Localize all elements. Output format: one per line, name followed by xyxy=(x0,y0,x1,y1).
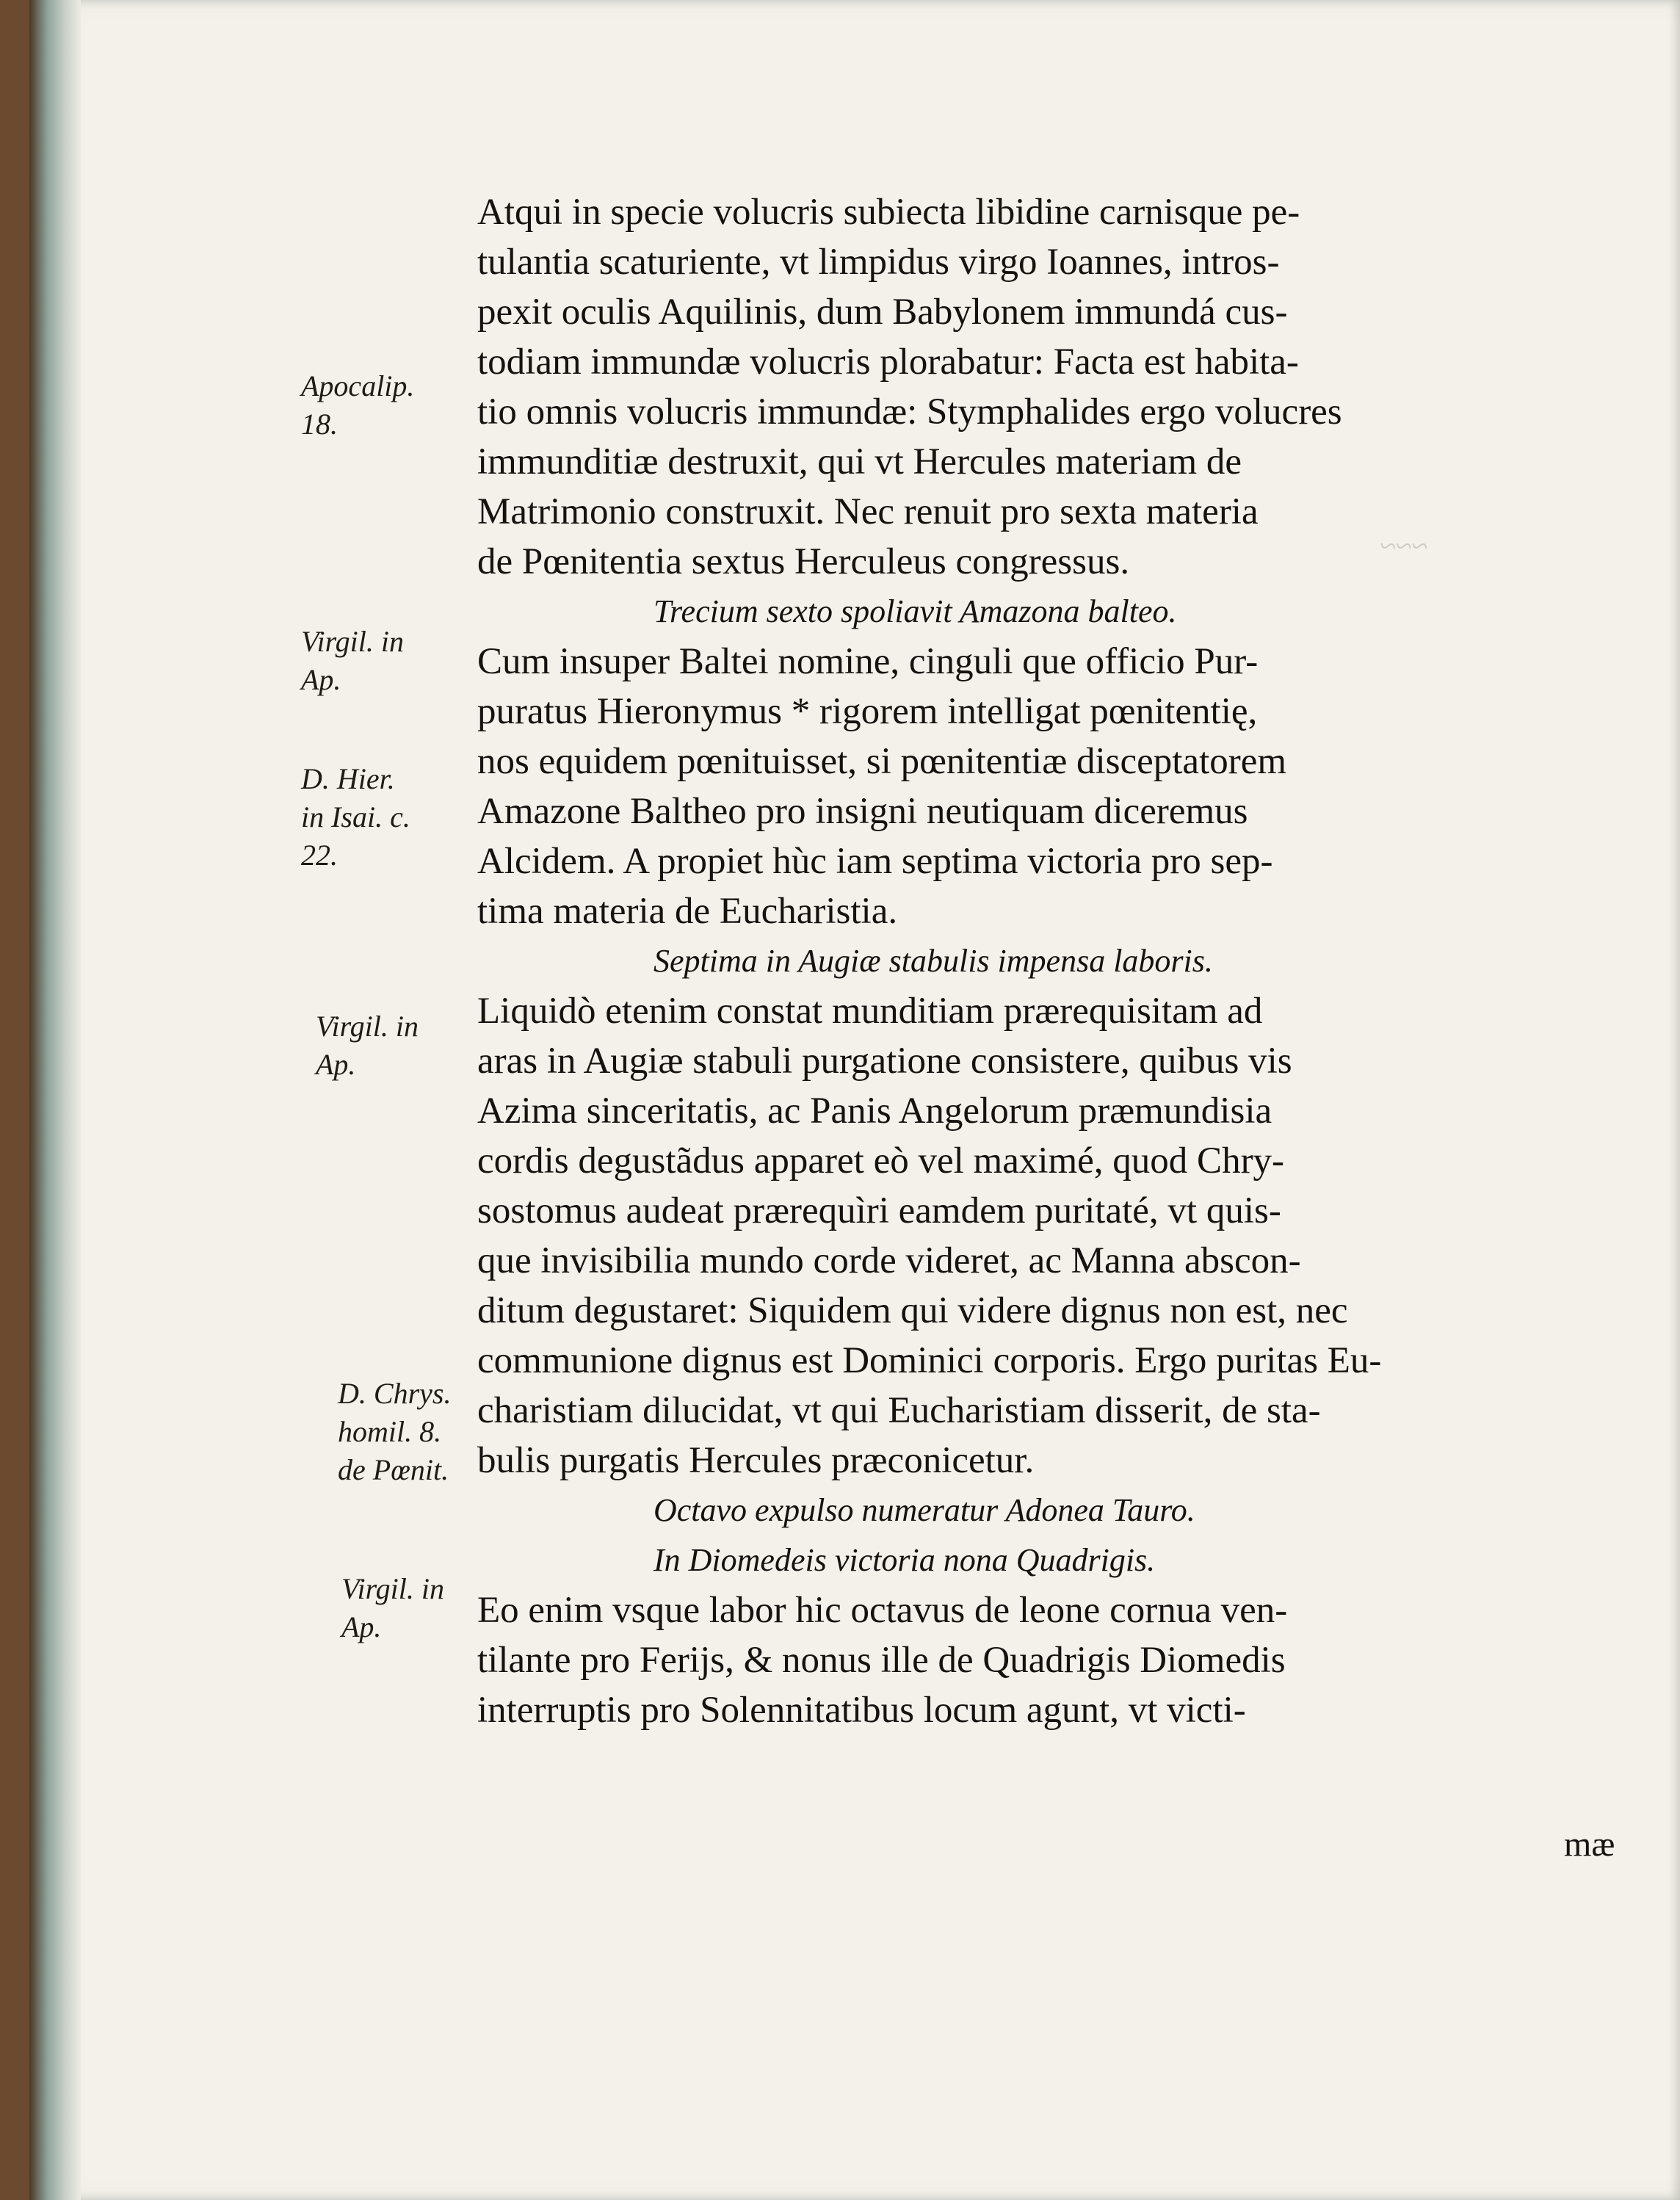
marginal-note xyxy=(338,1375,529,1489)
text-line: charistiam dilucidat, vt qui Eucharistiam disserit, de sta- xyxy=(477,1390,1321,1431)
text-line: tulantia scaturiente, vt limpidus virgo Ioannes, intros- xyxy=(477,242,1280,283)
marginal-line: Virgil. in xyxy=(301,625,404,658)
text-line: todiam immundæ volucris plorabatur: Facta est habita- xyxy=(477,341,1299,383)
marginal-note xyxy=(301,760,492,875)
text-line: ditum degustaret: Siquidem qui videre dignus non est, nec xyxy=(477,1290,1348,1331)
text-line: aras in Augiæ stabuli purgatione consistere, quibus vis xyxy=(477,1041,1292,1082)
text-line: Cum insuper Baltei nomine, cinguli que officio Pur- xyxy=(477,641,1259,682)
verse-heading: Septima in Augiæ stabulis impensa laboris. xyxy=(653,943,1213,979)
marginal-line: Ap. xyxy=(301,663,341,696)
text-line: Amazone Baltheo pro insigni neutiquam diceremus xyxy=(477,791,1248,832)
marginal-line: D. Chrys. xyxy=(338,1377,452,1410)
marginal-line: Virgil. in xyxy=(341,1572,444,1605)
text-line: Azima sinceritatis, ac Panis Angelorum præmundisia xyxy=(477,1090,1272,1132)
marginal-line: in Isai. c. xyxy=(301,800,410,833)
text-line: Matrimonio construxit. Nec renuit pro sexta materia xyxy=(477,491,1259,532)
text-line: cordis degustãdus apparet eò vel maximé, quod Chry- xyxy=(477,1140,1285,1182)
marginal-line: homil. 8. xyxy=(338,1415,442,1448)
marginal-line: Apocalip. xyxy=(301,369,415,402)
text-line: pexit oculis Aquilinis, dum Babylonem immundá cus- xyxy=(477,292,1288,333)
marginal-line: 22. xyxy=(301,839,338,872)
text-line: tio omnis volucris immundæ: Stymphalides ergo volucres xyxy=(477,391,1342,433)
page-gutter xyxy=(29,0,81,2200)
text-line: Atqui in specie volucris subiecta libidine carnisque pe- xyxy=(477,192,1300,233)
marginal-line: D. Hier. xyxy=(301,762,395,795)
marginal-note xyxy=(301,367,492,444)
text-line: Alcidem. A propiet hùc iam septima victoria pro sep- xyxy=(477,841,1273,882)
text-line: tilante pro Ferijs, & nonus ille de Quadrigis Diomedis xyxy=(477,1640,1286,1681)
text-line: puratus Hieronymus * rigorem intelligat pœnitentię, xyxy=(477,691,1258,732)
verse-heading: Octavo expulso numeratur Adonea Tauro. xyxy=(653,1492,1195,1528)
catchword: mæ xyxy=(1564,1825,1615,1864)
text-line: bulis purgatis Hercules præconicetur. xyxy=(477,1440,1035,1481)
marginal-line: 18. xyxy=(301,408,338,441)
text-line: tima materia de Eucharistia. xyxy=(477,891,898,932)
verse-heading: In Diomedeis victoria nona Quadrigis. xyxy=(653,1542,1156,1578)
marginal-note xyxy=(301,623,492,699)
text-line: Eo enim vsque labor hic octavus de leone cornua ven- xyxy=(477,1590,1288,1631)
text-line: nos equidem pœnituisset, si pœnitentiæ disceptatorem xyxy=(477,741,1287,782)
marginal-line: de Pœnit. xyxy=(338,1453,449,1486)
text-line: que invisibilia mundo corde videret, ac Manna abscon- xyxy=(477,1240,1301,1281)
verse-heading: Trecium sexto spoliavit Amazona balteo. xyxy=(653,593,1177,629)
text-line: communione dignus est Dominici corporis. Ergo puritas Eu- xyxy=(477,1340,1382,1381)
marginal-note xyxy=(341,1570,532,1646)
text-line: Liquidò etenim constat munditiam prærequisitam ad xyxy=(477,991,1263,1032)
text-line: sostomus audeat prærequìri eamdem puritaté, vt quis- xyxy=(477,1190,1281,1231)
marginal-line: Virgil. in xyxy=(316,1010,419,1043)
marginal-line: Ap. xyxy=(316,1048,356,1081)
marginal-line: Ap. xyxy=(341,1610,382,1643)
show-through-text: ~~~ xyxy=(1380,529,1428,562)
text-line: immunditiæ destruxit, qui vt Hercules materiam de xyxy=(477,441,1242,482)
text-line: interruptis pro Solennitatibus locum agunt, vt victi- xyxy=(477,1690,1246,1731)
body-text xyxy=(477,187,1623,1735)
text-line: de Pœnitentia sextus Herculeus congressus. xyxy=(477,541,1130,582)
marginal-note xyxy=(316,1007,507,1084)
